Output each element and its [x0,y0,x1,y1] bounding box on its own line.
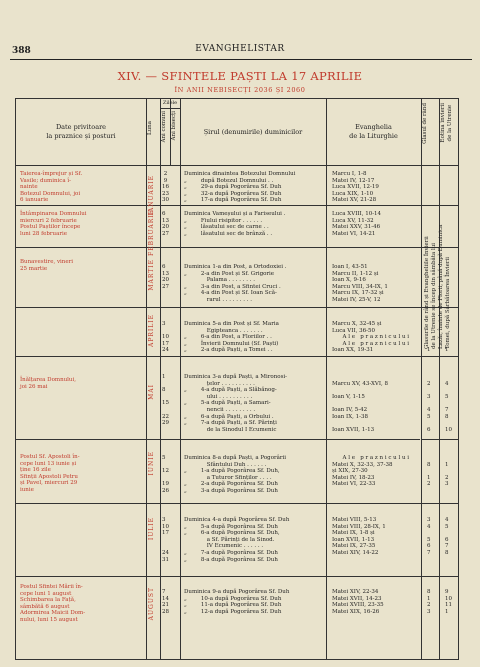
eotina-april: 1 [445,347,449,354]
col-header-eotina: Eotina învierii de la Utrenie [440,103,453,143]
header-rule [10,59,472,60]
gospels-march: Ioan I, 43-51 Marcu II, 1-12 și Ioan X, 9-16 Marcu VIII, 34-IX, 1 Marcu IX, 17-32 și Matei IV, 25-V, 12 [332,264,388,303]
col-rule [180,99,181,659]
sundays-june: Duminica 8-a după Paști, a Pogorârii Sfântului Duh . . . . . . „ 1-a după Pogorârea Sf. Duh, a Tuturor Sfinților . . . . „ 2-a după Pogorârea Sf. Duh „ 3-a după Pogorârea Sf. Duh [184,455,287,494]
col-header-luna: Luna [147,121,153,136]
month-june: IUNIE [148,451,155,476]
eotina-may: 4 5 7 8 10 [445,380,452,433]
col-rule [146,99,147,659]
section-subtitle: ÎN ANII NEBISECȚI 2036 ȘI 2060 [174,86,306,94]
month-july: IULIE [148,517,155,541]
sundays-april: Duminica 5-a din Post și Sf. Maria Egipteanca . . . . . . . „ 6-a din Post, a Floriilor . . „ Învierii Domnului (Sf. Paști) „ 2-a după Paști, a Tomei . . [184,321,279,354]
col-header-glasul: Glasul de rând [422,103,428,144]
calendar-table [15,98,459,660]
sundays-january: Duminica dinaintea Botezului Domnului „ după Botezul Domnului . . „ 29-a după Pogorârea Sf. Duh „ 32-a după Pogorârea Sf. Duh „ 17-a după Pogorârea Sf. Duh [184,171,296,204]
notes-june: Postul Sf. Apostoli în- cepe luni 13 iunie și ține 16 zile Sfinții Apostoli Petru și Pavel, miercuri 29 iunie [20,454,80,493]
days-february: 6 13 20 27 [162,211,169,237]
month-august: AUGUST [148,587,155,621]
col-rule [326,99,327,659]
gospels-may: Marcu XV, 43-XVI, 8 Ioan V, 1-15 Ioan IV, 5-42 Ioan IX, 1-38 Ioan XVII, 1-13 [332,380,389,433]
month-february: FEBRUARIE [148,209,155,256]
month-may: MAI [148,384,155,400]
section-rule [16,356,458,357]
glas-may: 2 3 4 5 6 [427,380,431,433]
section-rule [16,503,458,504]
sundays-may: Duminica 3-a după Paști, a Mironosi- țelor . . . . . . . . . . „ 4-a după Paști, a Slăbănog- ului . . . . . . . . . . „ 5-a după Paști, a Samari- nencii . . . . . . . . . „ 6-a după Paști, a Orbului . „ 7-a după Paști, a Sf. Părinți de la Sinodul I Ecumenic [184,374,288,433]
month-january: IANUARIE [148,175,155,216]
page-number: 388 [12,46,31,56]
days-july: 3 10 17 24 31 [162,517,169,563]
sundays-february: Duminica Vameșului și a Fariseului . „ Fiului risipitor . . . . . . „ lăsatului sec de carne . . „ lăsatului sec de brânză . . [184,211,286,237]
notes-march: Bunavestire, vineri 25 martie [20,259,73,272]
month-april: APRILIE [148,314,155,347]
section-rule [16,205,458,206]
gospels-january: Marcu I, 1-8 Matei IV, 12-17 Luca XVII, 12-19 Luca XIX, 1-10 Matei XV, 21-28 [332,171,379,204]
col-rule [421,99,422,659]
notes-january: Taierea-împrejur și Sf. Vasile; duminica î- nainte Botezul Domnului, joi 6 ianuarie [20,171,83,204]
sundays-july: Duminica 4-a după Pogorârea Sf. Duh „ 5-a după Pogorârea Sf. Duh „ 6-a după Pogorârea Sf. Duh, a Sf. Părinți de la Sinod. IV Ecumenic . . . . . . „ 7-a după Pogorârea Sf. Duh „ 8-a după Pogorârea Sf. Duh [184,517,290,563]
col-header-dates: Date privitoare la praznice și posturi [46,123,116,140]
sundays-march: Duminica 1-a din Post, a Ortodoxiei . „ 2-a din Post și Sf. Grigorie Palama . . . . . . . . „ 3-a din Post, a Sfintei Cruci . „ 4-a din Post și Sf. Ioan Scă- rarul . . . . . . . . . [184,264,287,303]
header-bottom-rule [16,165,458,166]
days-may: 1 8 15 22 29 [162,374,169,427]
days-march: 6 13 20 27 [162,264,169,290]
glas-april: 1 [427,347,431,354]
gospels-february: Luca XVIII, 10-14 Luca XV, 11-32 Matei XXV, 31-46 Matei VI, 14-21 [332,211,382,237]
section-rule [16,247,458,248]
glas-july: 3 4 5 6 7 [427,517,431,556]
col-header-sirul: Șirul (denumirile) duminicilor [203,128,303,136]
glas-august: 8 1 2 3 [427,589,431,615]
days-august: 7 14 21 28 [162,589,169,615]
notes-may: Înălțarea Domnului, joi 26 mai [20,377,76,390]
section-rule [421,439,458,440]
days-june: 5 12 19 26 [162,455,169,494]
glas-june: 8 1 2 [427,461,431,488]
gospels-august: Matei XIV, 22-34 Matei XVII, 14-23 Matei XVIII, 23-35 Matei XIX, 16-26 [332,589,384,615]
col-header-evanghelia: Evanghelia de la Liturghie [349,123,398,140]
gospels-july: Matei VIII, 5-13 Matei VIII, 28-IX, 1 Matei IX, 1-8 și Ioan XVII, 1-13 Matei IX, 27-35 Matei XIV, 14-22 [332,517,386,556]
days-january: 2 9 16 23 30 [162,171,169,204]
section-title: XIV. — SFINTELE PAȘTI LA 17 APRILIE [117,69,363,83]
gospels-april: Marcu X, 32-45 și Luca VII, 36-50 A l e p r a z n i c u l u i A l e p r a z n i c u l u i Ioan XX, 19-31 [332,321,410,354]
running-title: EVANGHELISTAR [195,44,285,54]
col-header-ani-bisecti: Ani bisecți [171,111,177,141]
notes-february: Întâmpinarea Domnului miercuri 2 februarie Postul Paștilor începe luni 28 februarie [20,211,87,237]
section-rule [16,576,458,577]
eotina-june: 1 2 3 [445,461,449,488]
col-header-ani-comuni: Ani comuni [161,111,167,143]
gospels-june: A l e p r a z n i c u l u i Matei X, 32-33, 37-38 și XIX, 27-30 Matei IV, 18-23 Matei VI, 22-33 [332,455,410,488]
days-april: 3 10 17 24 [162,321,169,354]
col-rule [160,99,161,659]
col-header-zilele: Zilele [162,100,178,106]
liturgical-side-note: Glasurile de rând și Evangheliile Învierii de la Utrenie se încep din sâmbăta lui Lazăr, înainte de Florii, până după Duminica Tomei, după Sărbătoarea Învierii [424,224,451,349]
notes-august: Postul Sfintei Mării în- cepe luni 1 august Schimbarea la Față, sâmbătă 6 august Adormirea Maicii Dom- nului, luni 15 august [20,584,86,623]
section-rule [16,439,420,440]
section-rule [16,307,458,308]
sundays-august: Duminica 9-a după Pogorârea Sf. Duh „ 10-a după Pogorârea Sf. Duh „ 11-a după Pogorârea Sf. Duh „ 12-a după Pogorârea Sf. Duh [184,589,290,615]
header-rule [160,108,180,109]
eotina-august: 9 10 11 1 [445,589,452,615]
eotina-july: 4 5 6 7 8 [445,517,449,556]
month-march: MARTIE [148,259,155,291]
